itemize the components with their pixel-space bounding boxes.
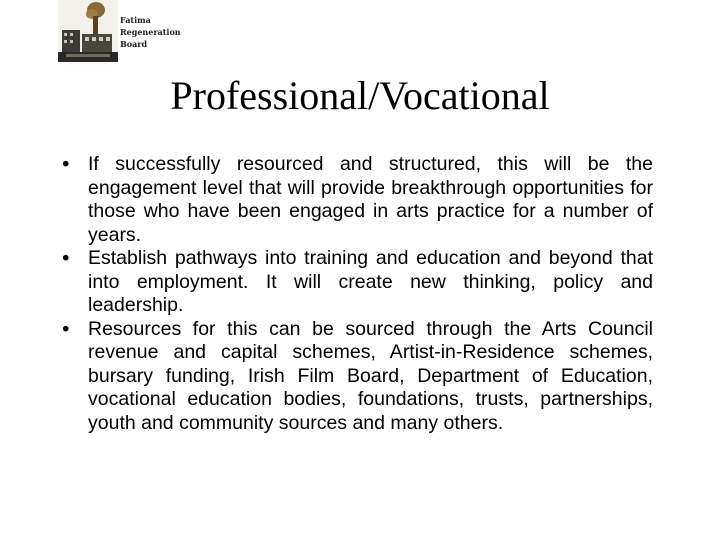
- logo: [58, 0, 193, 62]
- bullet-icon: •: [60, 153, 72, 176]
- logo-line-2: Regeneration: [120, 27, 181, 37]
- logo-line-1: Fatima: [120, 15, 151, 25]
- slide-title: Professional/Vocational: [170, 73, 550, 118]
- bullet-text: Establish pathways into training and education and beyond that into employment. It will create new thinking, policy and leadership.: [88, 247, 653, 316]
- bullet-text: Resources for this can be sourced through the Arts Council revenue and capital schemes, Artist-in-Residence schemes, bursary funding, Irish Film Board, Department of Education, vocational education bodies, foundations, trusts, partnerships, youth and community sources and many others.: [88, 317, 653, 434]
- bullet-text: If successfully resourced and structured, this will be the engagement level that will provide breakthrough opportunities for those who have been engaged in arts practice for a number of years.: [88, 153, 653, 246]
- logo-text: [120, 14, 181, 50]
- bullet-item: [60, 247, 653, 318]
- logo-graphic: [58, 0, 118, 62]
- bullet-icon: •: [60, 247, 72, 270]
- logo-line-3: Board: [120, 39, 148, 49]
- bullet-icon: •: [60, 317, 72, 341]
- bullet-item: [60, 153, 653, 247]
- bullet-item: [60, 318, 653, 436]
- bullet-list: [60, 153, 653, 435]
